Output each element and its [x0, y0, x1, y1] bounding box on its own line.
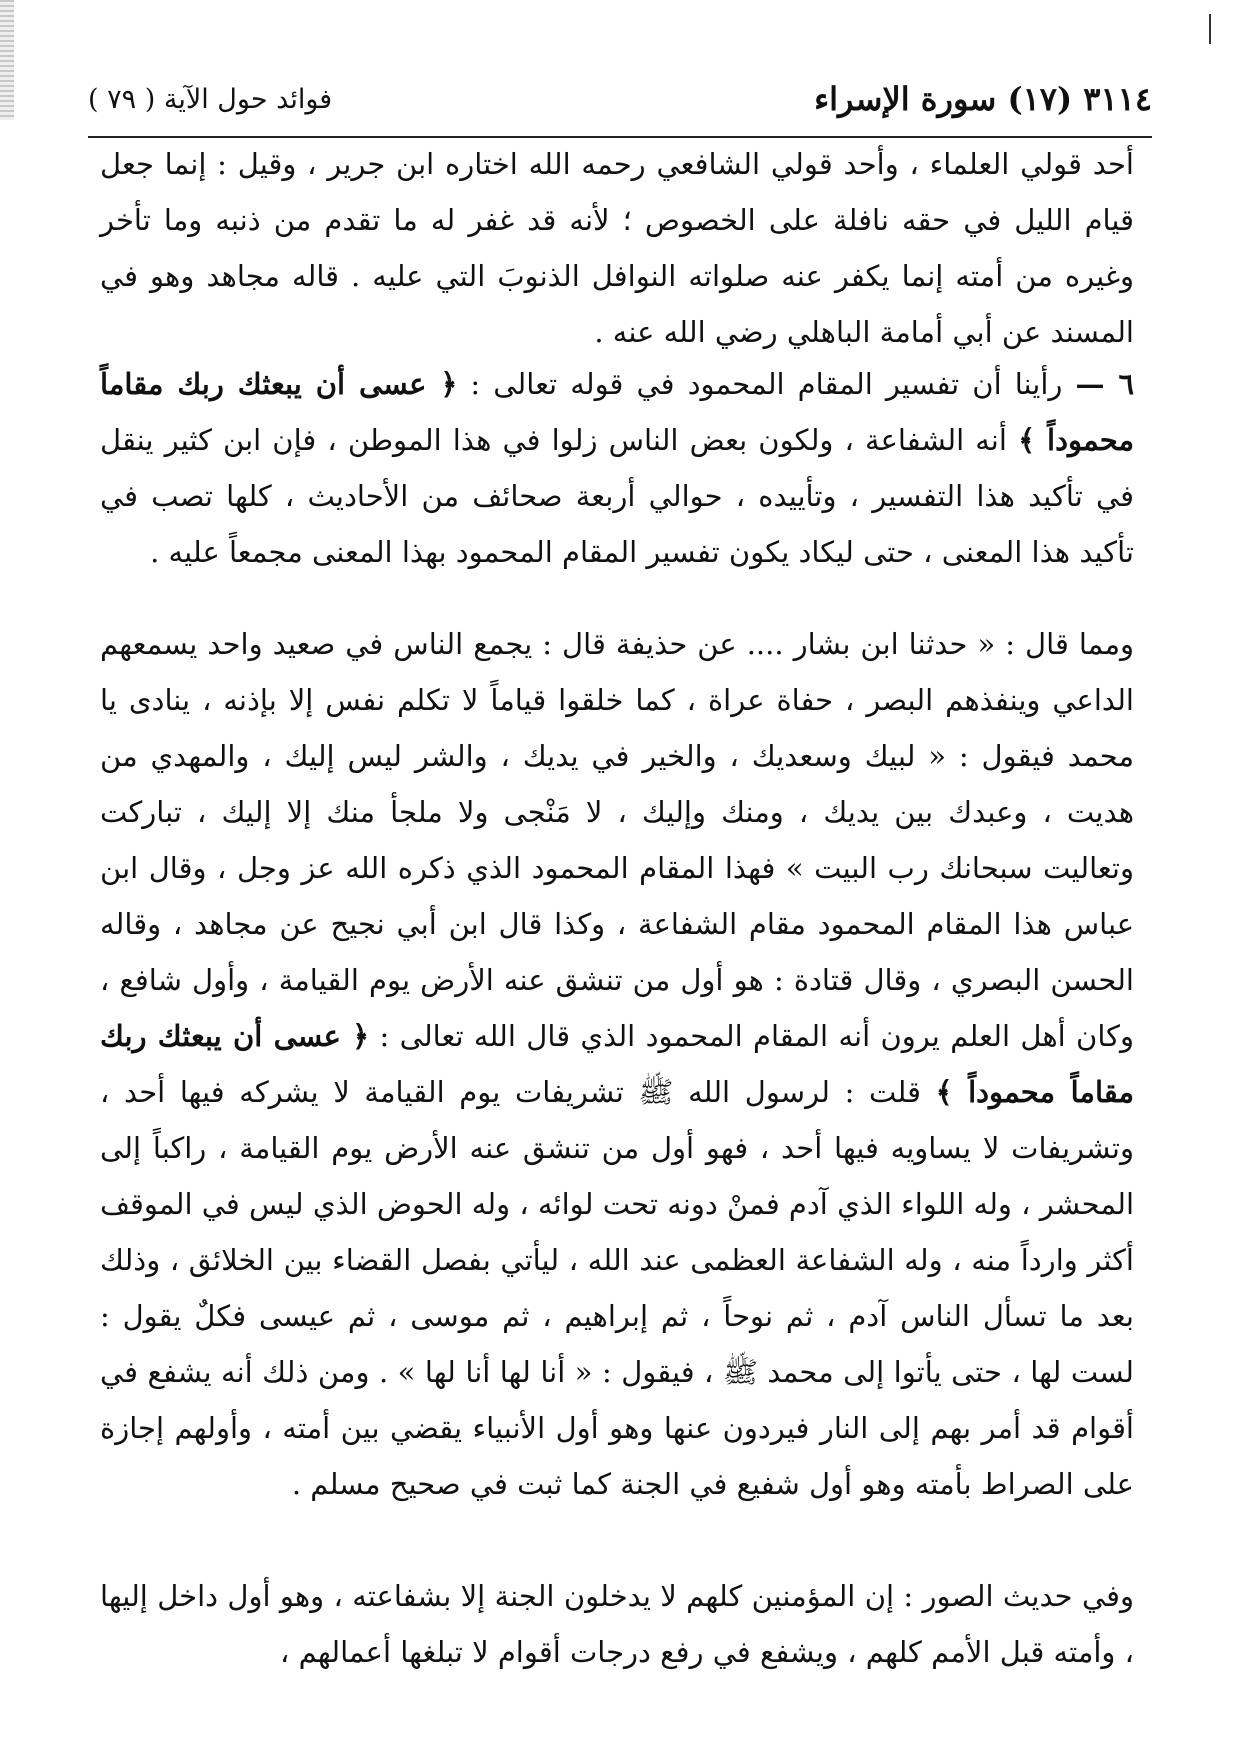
quran-verse: ﴿ عسى أن يبعثك ربك مقاماً محموداً ﴾ [100, 1019, 1134, 1109]
margin-mark [1209, 14, 1211, 44]
item-number: ٦ — [1075, 367, 1135, 401]
paragraph-block-4 [100, 1568, 1134, 1680]
paragraph-block-1 [100, 136, 1134, 360]
page-number-and-surah: ٣١١٤ (١٧) سورة الإسراء [814, 80, 1152, 118]
numbered-paragraph [100, 356, 1134, 580]
running-header [88, 66, 1152, 138]
paragraph-block-3 [100, 616, 1134, 1512]
paragraph-lead: رأينا أن تفسير المقام المحمود في قوله تعالى : [470, 367, 1063, 401]
quoted-paragraph [100, 616, 1134, 1512]
scan-edge-shading [0, 0, 14, 120]
paragraph-text: قلت : لرسول الله ﷺ تشريفات يوم القيامة لا يشركه فيها أحد ، وتشريفات لا يساويه فيها أحد ، فهو أول من تنشق عنه الأرض يوم القيامة ، راكباً إلى المحشر ، وله اللواء الذي آدم فمنْ دونه تحت لوائه ، وله الحوض الذي ليس في الموقف أكثر وارداً منه ، وله الشفاعة العظمى عند الله ، ليأتي بفصل القضاء بين الخلائق ، وذلك بعد ما تسأل الناس آدم ، ثم نوحاً ، ثم إبراهيم ، ثم موسى ، ثم عيسى فكلٌ يقول : لست لها ، حتى يأتوا إلى محمد ﷺ ، فيقول : « أنا لها أنا لها » . ومن ذلك أنه يشفع في أقوام قد أمر بهم إلى النار فيردون عنها وهو أول الأنبياء يقضي بين أمته ، وأولهم إجازة على الصراط بأمته وهو أول شفيع في الجنة كما ثبت في صحيح مسلم . [100, 1075, 1134, 1501]
section-title: فوائد حول الآية ( ٧٩ ) [88, 84, 333, 115]
paragraph-text: أحد قولي العلماء ، وأحد قولي الشافعي رحمه الله اختاره ابن جرير ، وقيل : إنما جعل قيام الليل في حقه نافلة على الخصوص ؛ لأنه قد غفر له ما تقدم من ذنبه وما تأخر وغيره من أمته إنما يكفر عنه صلواته النوافل الذنوبَ التي عليه . قاله مجاهد وهو في المسند عن أبي أمامة الباهلي رضي الله عنه . [100, 147, 1134, 349]
paragraph-text: ومما قال : « حدثنا ابن بشار .... عن حذيفة قال : يجمع الناس في صعيد واحد يسمعهم الداعي وينفذهم البصر ، حفاة عراة ، كما خلقوا قياماً لا تكلم نفس إلا بإذنه ، ينادى يا محمد فيقول : « لبيك وسعديك ، والخير في يديك ، والشر ليس إليك ، والمهدي من هديت ، وعبدك بين يديك ، ومنك وإليك ، لا مَنْجى ولا ملجأ منك إلا إليك ، تباركت وتعاليت سبحانك رب البيت » فهذا المقام المحمود الذي ذكره الله عز وجل ، وقال ابن عباس هذا المقام المحمود مقام الشفاعة ، وكذا قال ابن أبي نجيح عن مجاهد ، وقاله الحسن البصري ، وقال قتادة : هو أول من تنشق عنه الأرض يوم القيامة ، وأول شافع ، وكان أهل العلم يرون أنه المقام المحمود الذي قال الله تعالى : [100, 627, 1134, 1053]
paragraph-text: وفي حديث الصور : إن المؤمنين كلهم لا يدخلون الجنة إلا بشفاعته ، وهو أول داخل إليها ، وأمته قبل الأمم كلهم ، ويشفع في رفع درجات أقوام لا تبلغها أعمالهم ، [100, 1579, 1134, 1669]
paragraph-block-2 [100, 356, 1134, 580]
paragraph-text: أنه الشفاعة ، ولكون بعض الناس زلوا في هذا الموطن ، فإن ابن كثير ينقل في تأكيد هذا التفسير ، وتأييده ، حوالي أربعة صحائف من الأحاديث ، كلها تصب في تأكيد هذا المعنى ، حتى ليكاد يكون تفسير المقام المحمود بهذا المعنى مجمعاً عليه . [100, 423, 1134, 569]
quran-verse: ﴿ عسى أن يبعثك ربك مقاماً محموداً ﴾ [100, 367, 1135, 457]
